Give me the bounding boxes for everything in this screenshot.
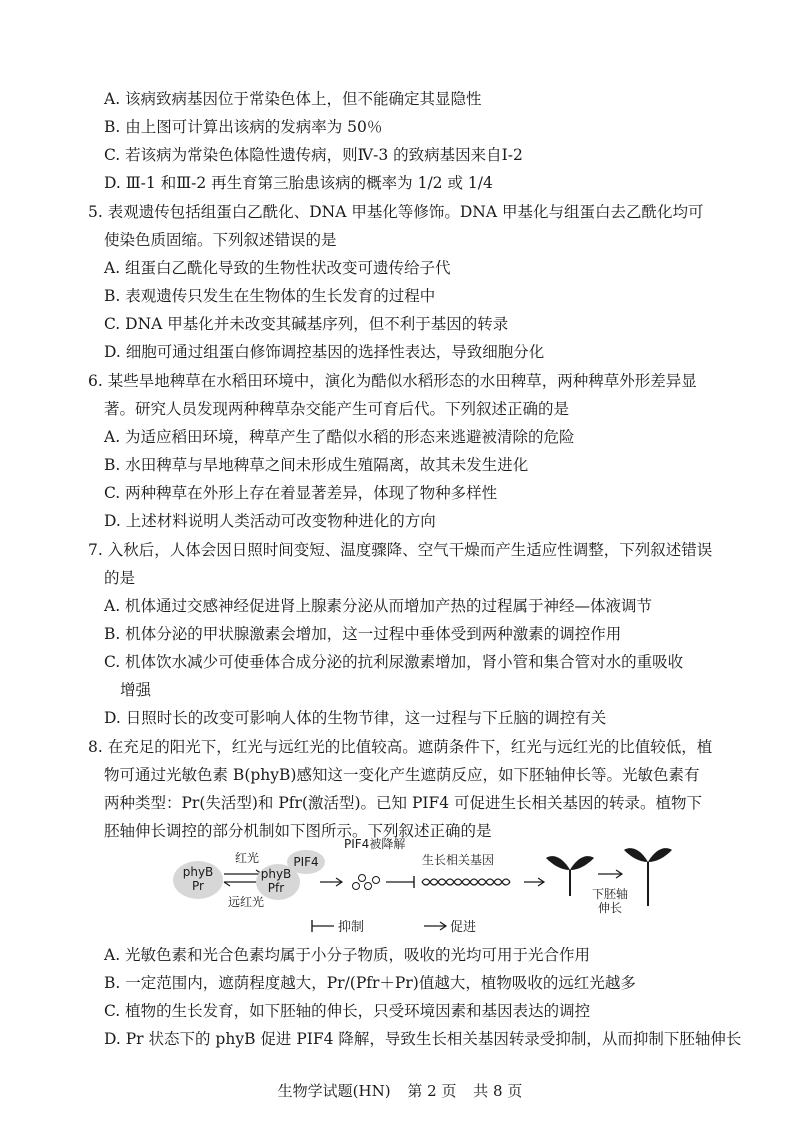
hypocotyl-label-1: 下胚轴	[591, 887, 629, 901]
q8-stem-line-2: 物可通过光敏色素 B(phyB)感知这一变化产生遮荫反应，如下胚轴伸长等。光敏色素有	[104, 766, 700, 784]
growth-gene-label: 生长相关基因	[422, 853, 495, 867]
q5-option-b: B. 表观遗传只发生在生物体的生长发育的过程中	[104, 287, 436, 305]
q4-option-c: C. 若该病为常染色体隐性遗传病，则Ⅳ-3 的致病基因来自Ⅰ-2	[104, 146, 523, 164]
small-seedling-icon	[546, 856, 594, 896]
red-light-label: 红光	[235, 851, 260, 865]
fragment-icon	[359, 875, 366, 882]
q4-option-b: B. 由上图可计算出该病的发病率为 50％	[104, 118, 383, 136]
q8-stem-line-1: 8. 在充足的阳光下，红光与远红光的比值较高。遮荫条件下，红光与远红光的比值较低，植	[88, 738, 713, 756]
q5-option-d: D. 细胞可通过组蛋白修饰调控基因的选择性表达，导致细胞分化	[104, 343, 545, 361]
pif4-degraded-label: PIF4被降解	[344, 837, 406, 851]
q6-stem-line-2: 著。研究人员发现两种稗草杂交能产生可育后代。下列叙述正确的是	[104, 400, 570, 418]
q6-option-d: D. 上述材料说明人类活动可改变物种进化的方向	[104, 512, 436, 530]
q7-option-c-line-2: 增强	[120, 681, 152, 699]
q7-stem-line-1: 7. 入秋后，人体会因日照时间变短、温度骤降、空气干燥而产生适应性调整，下列叙述错误	[88, 541, 713, 559]
phyb-pfr-label-1: phyB	[260, 867, 292, 881]
pif4-label: PIF4	[293, 855, 319, 869]
page-footer	[0, 1080, 800, 1101]
q5-option-c: C. DNA 甲基化并未改变其碱基序列，但不利于基因的转录	[104, 315, 509, 333]
phyb-pr-label-1: phyB	[182, 865, 214, 879]
phyb-pr-label-2: Pr	[192, 879, 204, 893]
fragment-icon	[365, 883, 372, 890]
q7-option-d: D. 日照时长的改变可影响人体的生物节律，这一过程与下丘脑的调控有关	[104, 709, 607, 727]
tall-seedling-icon	[624, 848, 672, 906]
q6-option-c: C. 两种稗草在外形上存在着显著差异，体现了物种多样性	[104, 484, 498, 502]
phyb-pfr-label-2: Pfr	[267, 881, 285, 895]
q8-stem-line-4: 胚轴伸长调控的部分机制如下图所示。下列叙述正确的是	[104, 822, 492, 840]
far-red-light-label: 远红光	[228, 895, 265, 909]
q8-option-b: B. 一定范围内，遮荫程度越大，Pr/(Pfr＋Pr)值越大，植物吸收的远红光越多	[104, 974, 636, 992]
q6-option-a: A. 为适应稻田环境，稗草产生了酷似水稻的形态来逃避被清除的危险	[104, 428, 575, 446]
q8-option-a: A. 光敏色素和光合色素均属于小分子物质，吸收的光均可用于光合作用	[104, 946, 591, 964]
phyb-pif4-mechanism-diagram	[170, 822, 710, 947]
hypocotyl-label-2: 伸长	[597, 901, 623, 915]
q6-stem-line-1: 6. 某些旱地稗草在水稻田环境中，演化为酷似水稻形态的水田稗草，两种稗草外形差异显	[88, 372, 697, 390]
q7-option-b: B. 机体分泌的甲状腺激素会增加，这一过程中垂体受到两种激素的调控作用	[104, 625, 622, 643]
q7-stem-line-2: 的是	[104, 569, 136, 587]
q5-stem-line-2: 使染色质固缩。下列叙述错误的是	[104, 231, 337, 249]
footer-page-number: 第 2 页	[407, 1082, 457, 1100]
q4-option-d: D. Ⅲ-1 和Ⅲ-2 再生育第三胎患该病的概率为 1/2 或 1/4	[104, 174, 493, 192]
q4-option-a: A. 该病致病基因位于常染色体上，但不能确定其显隐性	[104, 90, 482, 108]
fragment-icon	[353, 883, 360, 890]
q8-stem-line-3: 两种类型：Pr(失活型)和 Pfr(激活型)。已知 PIF4 可促进生长相关基因的转录。植物下	[104, 794, 703, 812]
legend-promote-label: 促进	[450, 920, 477, 935]
q8-option-d: D. Pr 状态下的 phyB 促进 PIF4 降解，导致生长相关基因转录受抑制，从而抑制下胚轴伸长	[104, 1030, 742, 1048]
q5-option-a: A. 组蛋白乙酰化导致的生物性状改变可遗传给子代	[104, 259, 451, 277]
q6-option-b: B. 水田稗草与旱地稗草之间未形成生殖隔离，故其未发生进化	[104, 456, 529, 474]
footer-total-pages: 共 8 页	[473, 1082, 523, 1100]
fragment-icon	[373, 877, 380, 884]
q5-stem-line-1: 5. 表观遗传包括组蛋白乙酰化、DNA 甲基化等修饰。DNA 甲基化与组蛋白去乙酰化均可	[88, 203, 704, 221]
q8-option-c: C. 植物的生长发育，如下胚轴的伸长，只受环境因素和基因表达的调控	[104, 1002, 591, 1020]
legend-inhibit-label: 抑制	[338, 920, 365, 935]
footer-subject: 生物学试题(HN)	[277, 1082, 391, 1100]
q7-option-a: A. 机体通过交感神经促进肾上腺素分泌从而增加产热的过程属于神经—体液调节	[104, 597, 653, 615]
q7-option-c-line-1: C. 机体饮水减少可使垂体合成分泌的抗利尿激素增加，肾小管和集合管对水的重吸收	[104, 653, 684, 671]
